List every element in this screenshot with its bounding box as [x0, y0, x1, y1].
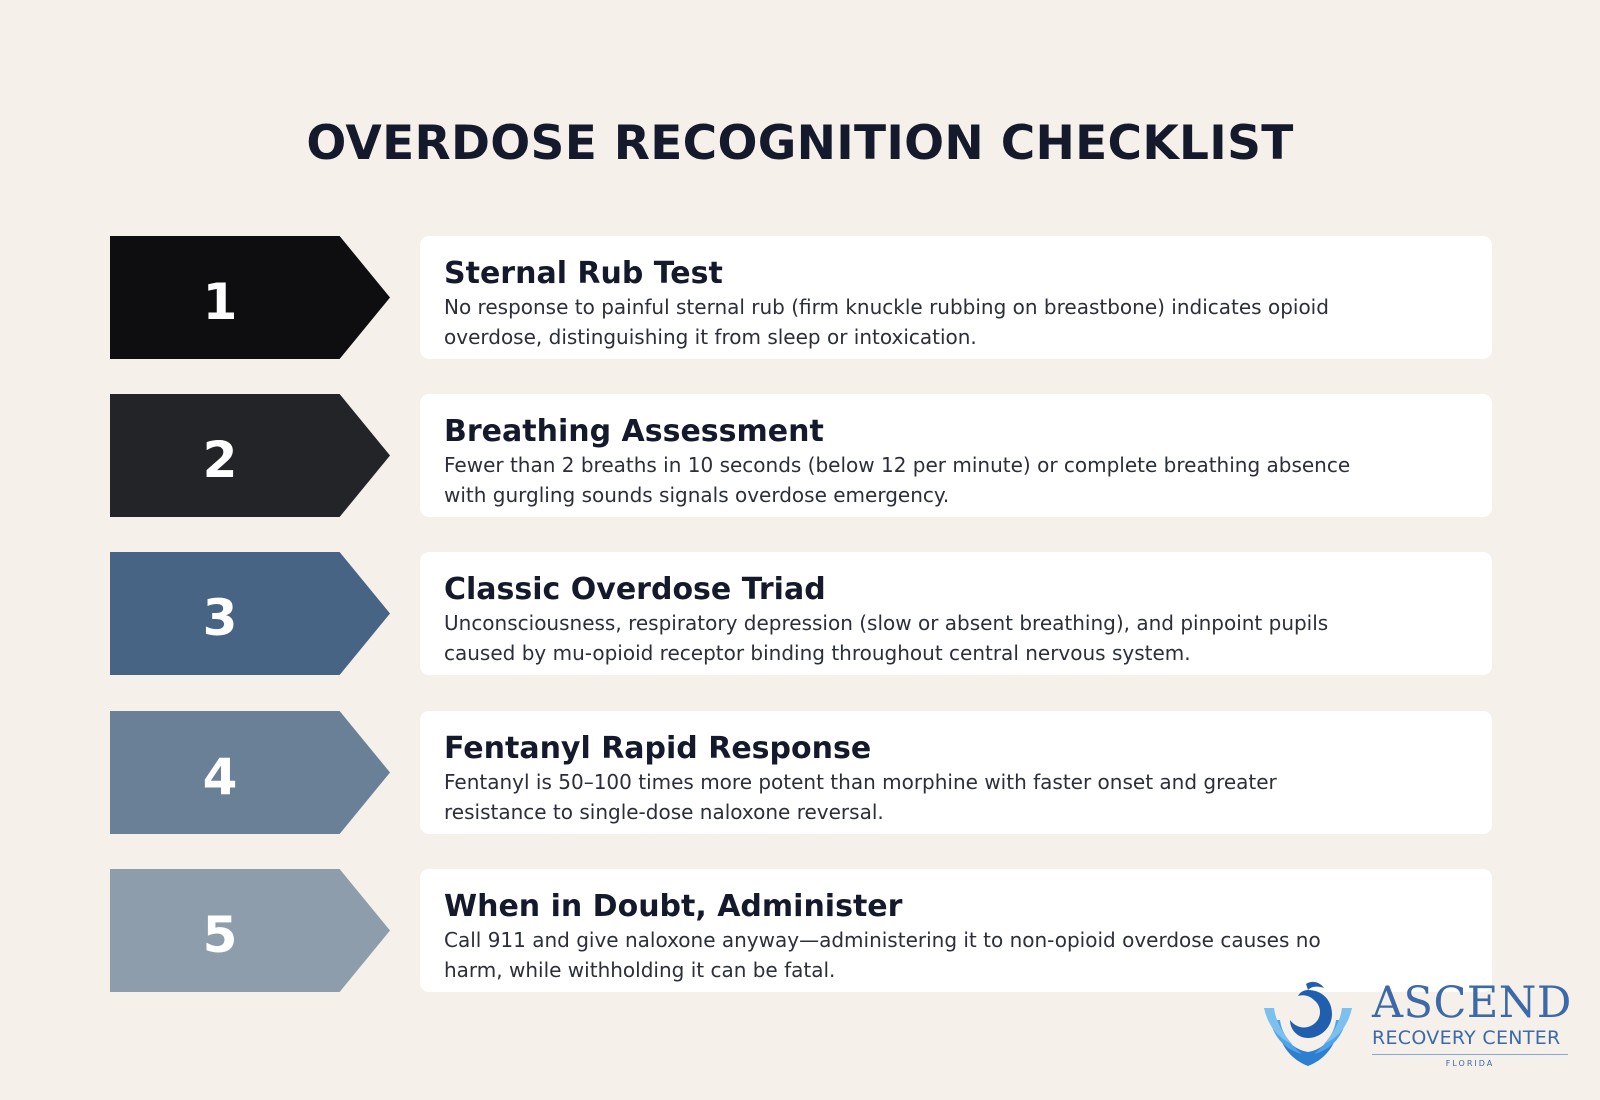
- step-2-description: Fewer than 2 breaths in 10 seconds (below 12 per minute) or complete breathing absence with gurgling sounds signals overdose emergency.: [444, 453, 1351, 507]
- page-title: OVERDOSE RECOGNITION CHECKLIST: [306, 116, 1294, 171]
- logo-subtitle: RECOVERY CENTER: [1372, 1027, 1561, 1049]
- step-3-card: [420, 552, 1492, 675]
- step-5-description: Call 911 and give naloxone anyway—administering it to non-opioid overdose causes no harm, while withholding it can be fatal.: [444, 928, 1321, 982]
- step-5-number: 5: [202, 906, 238, 964]
- step-5-title: When in Doubt, Administer: [444, 889, 903, 924]
- checklist-step-1: [110, 236, 1492, 359]
- step-1-number: 1: [202, 273, 238, 331]
- checklist-step-4: [110, 711, 1492, 834]
- step-4-title: Fentanyl Rapid Response: [444, 731, 872, 766]
- step-2-title: Breathing Assessment: [444, 414, 824, 449]
- step-4-card: [420, 711, 1492, 834]
- logo-name: ASCEND: [1372, 978, 1572, 1028]
- step-1-title: Sternal Rub Test: [444, 256, 723, 291]
- logo-divider: [1372, 1054, 1568, 1055]
- step-4-description: Fentanyl is 50–100 times more potent than morphine with faster onset and greater resistance to single-dose naloxone reversal.: [444, 770, 1277, 824]
- step-3-title: Classic Overdose Triad: [444, 572, 826, 607]
- checklist-step-3: [110, 552, 1492, 675]
- step-1-description: No response to painful sternal rub (firm knuckle rubbing on breastbone) indicates opioid overdose, distinguishing it from sleep or intoxication.: [444, 295, 1329, 349]
- logo-tagline: FLORIDA: [1445, 1059, 1495, 1068]
- checklist-step-2: [110, 394, 1492, 517]
- step-2-number: 2: [202, 431, 238, 489]
- ascend-logo: [1262, 980, 1582, 1070]
- step-3-description: Unconsciousness, respiratory depression (slow or absent breathing), and pinpoint pupils caused by mu-opioid receptor binding throughout central nervous system.: [444, 611, 1329, 665]
- phoenix-icon: [1262, 980, 1354, 1070]
- step-4-number: 4: [202, 748, 238, 806]
- step-5-card: [420, 869, 1492, 992]
- step-3-number: 3: [202, 589, 238, 647]
- step-1-card: [420, 236, 1492, 359]
- step-2-card: [420, 394, 1492, 517]
- checklist-step-5: [110, 869, 1492, 992]
